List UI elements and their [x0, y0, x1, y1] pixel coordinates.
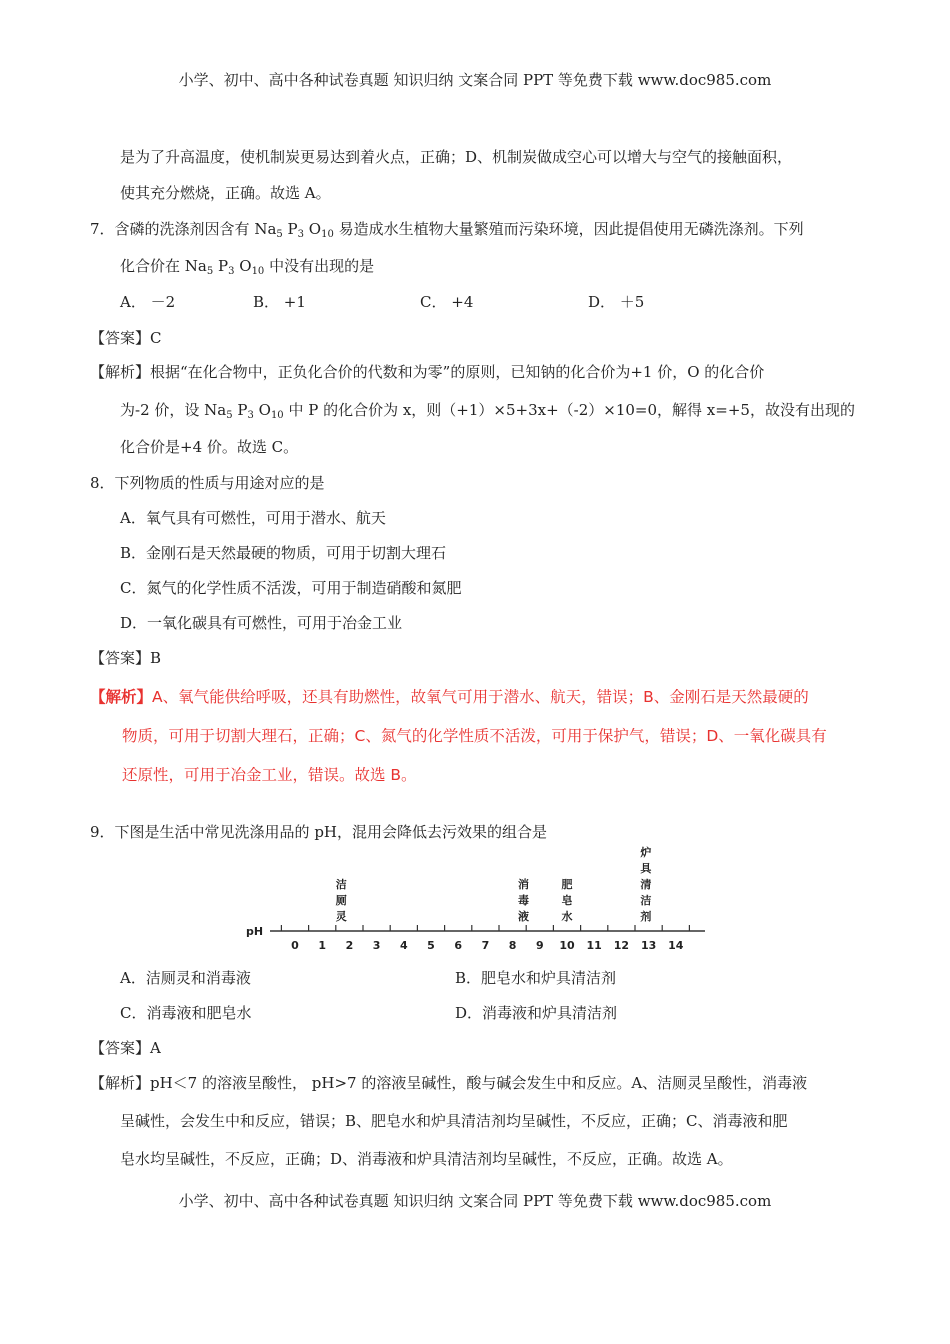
chemical-formula: $Na_5$ $P_3$ $O_{10}$	[204, 401, 284, 421]
q8-answer: 【答案】B	[90, 649, 162, 667]
ph-tick-label: 6	[454, 939, 463, 952]
ph-product-label-char: 清	[640, 878, 652, 891]
prev-analysis-line-1: 是为了升高温度，使机制炭更易达到着火点，正确；D、机制炭做成空心可以增大与空气的接触面积，	[120, 148, 793, 166]
q7-stem-line-1: 7．含磷的洗涤剂因含有 $Na_5$ $P_3$ $O_{10}$ 易造成水生植物大量繁殖而污染环境，因此提倡使用无磷洗涤剂。下列	[90, 220, 804, 240]
ph-tick-label: 7	[481, 939, 490, 952]
q8-analysis-line-1: 【解析】A、氧气能供给呼吸，还具有助燃性，故氧气可用于潜水、航天，错误；B、金刚石是天然最硬的	[90, 688, 809, 706]
ph-axis-label: pH	[246, 925, 264, 938]
ph-tick-label: 5	[427, 939, 435, 952]
prev-analysis-line-2: 使其充分燃烧，正确。故选 A。	[120, 184, 331, 202]
q9-analysis-line-2: 呈碱性，会发生中和反应，错误；B、肥皂水和炉具清洁剂均呈碱性，不反应，正确；C、消毒液和肥	[120, 1112, 788, 1130]
q7-option-a: A． －2	[120, 293, 176, 311]
ph-tick-label: 12	[613, 939, 630, 952]
q9-option-c: C．消毒液和肥皂水	[120, 1004, 252, 1022]
q7-analysis-line-1: 【解析】根据“在化合物中，正负化合价的代数和为零”的原则，已知钠的化合价为+1 价，O 的化合价	[90, 363, 765, 381]
q8-analysis-line-3: 还原性，可用于冶金工业，错误。故选 B。	[122, 766, 417, 784]
q7-analysis-line-3: 化合价是+4 价。故选 C。	[120, 438, 299, 456]
page-header: 小学、初中、高中各种试卷真题 知识归纳 文案合同 PPT 等免费下载 www.doc985.com	[178, 71, 772, 89]
q8-analysis-line-2: 物质，可用于切割大理石，正确；C、氮气的化学性质不活泼，可用于保护气，错误；D、一氧化碳具有	[122, 727, 827, 745]
ph-product-label-char: 灵	[335, 910, 347, 923]
ph-tick-label: 3	[372, 939, 381, 952]
ph-tick-label: 4	[399, 939, 408, 952]
q8-stem: 8．下列物质的性质与用途对应的是	[90, 474, 325, 492]
ph-product-label-char: 炉	[640, 846, 652, 859]
ph-tick-label: 1	[318, 939, 327, 952]
ph-product-label-char: 水	[561, 910, 573, 923]
ph-tick-label: 11	[586, 939, 602, 952]
ph-product-label-char: 消	[517, 878, 529, 891]
q8-option-d: D．一氧化碳具有可燃性，可用于冶金工业	[120, 614, 403, 632]
q7-option-c: C． +4	[420, 293, 474, 311]
ph-tick-label: 14	[668, 939, 684, 952]
q9-answer: 【答案】A	[90, 1039, 161, 1057]
ph-product-label-char: 洁	[335, 878, 347, 891]
ph-product-label-char: 洁	[640, 894, 652, 907]
ph-tick-label: 2	[345, 939, 354, 952]
ph-product-label-char: 毒	[517, 894, 529, 907]
chemical-formula: $Na_5$ $P_3$ $O_{10}$	[254, 220, 334, 240]
ph-scale-svg	[240, 845, 720, 960]
ph-scale-figure	[240, 845, 720, 960]
q8-option-c: C．氮气的化学性质不活泼，可用于制造硝酸和氮肥	[120, 579, 462, 597]
q7-option-b: B． +1	[253, 293, 306, 311]
q7-option-d: D． ＋5	[588, 293, 645, 311]
chemical-formula: $Na_5$ $P_3$ $O_{10}$	[184, 257, 265, 277]
q9-option-b: B．肥皂水和炉具清洁剂	[455, 969, 617, 987]
ph-product-label-char: 皂	[561, 894, 573, 907]
q7-analysis-line-2: 为-2 价，设 $Na_5$ $P_3$ $O_{10}$ 中 P 的化合价为 x，则（+1）×5+3x+（-2）×10=0，解得 x=+5，故没有出现的	[120, 401, 855, 421]
ph-product-label-char: 具	[640, 862, 652, 875]
q9-option-d: D．消毒液和炉具清洁剂	[455, 1004, 618, 1022]
ph-tick-label: 13	[640, 939, 657, 952]
q8-option-a: A．氧气具有可燃性，可用于潜水、航天	[120, 509, 386, 527]
ph-tick-label: 0	[291, 939, 299, 952]
q8-option-b: B．金刚石是天然最硬的物质，可用于切割大理石	[120, 544, 447, 562]
q9-option-a: A．洁厕灵和消毒液	[120, 969, 251, 987]
q7-answer: 【答案】C	[90, 329, 162, 347]
ph-tick-label: 8	[508, 939, 517, 952]
q7-stem-line-2: 化合价在 $Na_5$ $P_3$ $O_{10}$ 中没有出现的是	[120, 257, 375, 277]
q9-analysis-line-3: 皂水均呈碱性，不反应，正确；D、消毒液和炉具清洁剂均呈碱性，不反应，正确。故选 A。	[120, 1150, 733, 1168]
page-footer: 小学、初中、高中各种试卷真题 知识归纳 文案合同 PPT 等免费下载 www.doc985.com	[178, 1192, 772, 1210]
q9-stem: 9．下图是生活中常见洗涤用品的 pH，混用会降低去污效果的组合是	[90, 823, 547, 841]
ph-product-label-char: 液	[517, 910, 529, 923]
ph-product-label-char: 剂	[640, 910, 652, 923]
ph-product-label-char: 肥	[561, 878, 573, 891]
ph-tick-label: 10	[559, 939, 575, 952]
q9-analysis-line-1: 【解析】pH＜7 的溶液呈酸性， pH>7 的溶液呈碱性，酸与碱会发生中和反应。A、洁厕灵呈酸性，消毒液	[90, 1074, 808, 1092]
ph-product-label-char: 厕	[335, 894, 347, 907]
ph-tick-label: 9	[535, 939, 544, 952]
